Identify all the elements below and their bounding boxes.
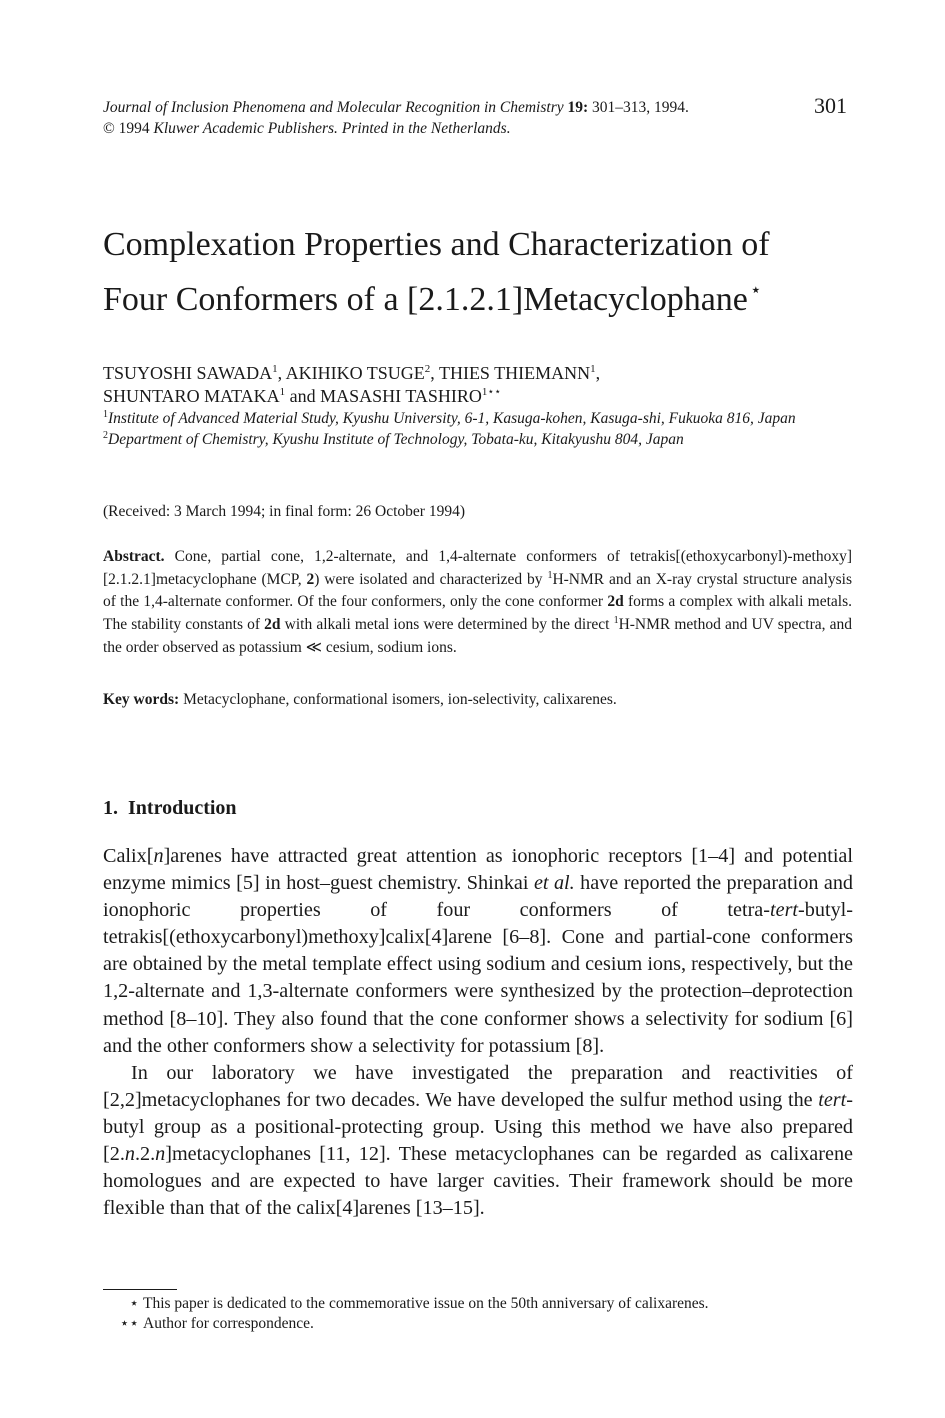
abstract — [103, 546, 852, 660]
italic-text: tert — [818, 1088, 847, 1111]
abstract-text: H-NMR and an X-ray crystal structure analysis of the 1,4-alternate conformer. Of the four conformers, only the cone conformer — [103, 570, 852, 611]
abstract-text: forms a complex with alkali metals. The stability constants of — [103, 593, 853, 634]
affiliation-mark: 1 — [103, 409, 108, 420]
affiliations — [103, 408, 855, 450]
section-title: Introduction — [128, 797, 237, 819]
footnote-mark: ⋆ — [129, 1295, 139, 1312]
affiliation-1 — [103, 408, 855, 429]
paper-title — [103, 222, 863, 323]
text-run: In our laboratory we have investigated the preparation and reactivities of [2,2]metacyclophanes for two decades. We have developed the sulfur method using the — [103, 1061, 853, 1111]
math-variable: n — [153, 845, 164, 867]
author-conjunction: and — [289, 386, 316, 406]
affiliation-mark: 2 — [103, 430, 108, 441]
paragraph — [103, 1060, 853, 1223]
footnote-mark: ⋆⋆ — [119, 1315, 139, 1332]
footnote-text: This paper is dedicated to the commemorative issue on the 50th anniversary of calixarenes. — [143, 1295, 709, 1312]
text-run: ]arenes have attracted great attention as ionophoric receptors [1–4] and potential enzyme mimics [5] in host–guest chemistry. Shinkai — [103, 845, 853, 895]
author-affil-mark: 1 — [279, 386, 286, 398]
italic-text: tert — [770, 899, 799, 922]
isotope-superscript: 1 — [547, 569, 553, 581]
author-affil-mark: 1 — [272, 363, 278, 375]
footnote — [103, 1294, 863, 1314]
text-run: Calix[ — [103, 845, 154, 867]
author-name: MASASHI TASHIRO — [320, 386, 482, 406]
affiliation-2 — [103, 429, 855, 450]
title-line-2 — [103, 268, 863, 323]
copyright-notice — [103, 119, 511, 139]
paragraph — [103, 843, 853, 1060]
copyright-symbol: © — [103, 120, 115, 137]
page-number: 301 — [814, 93, 847, 118]
text-run: ]metacyclophanes [11, 12]. These metacyclophanes can be regarded as calixarene homologues and are expected to have larger cavities. Their framework should be more flexible than that of the calix[4]arenes [13–15]. — [103, 1143, 853, 1220]
text-run: -butyl group as a positional-protecting group. Using this method we have also prepared [2. — [103, 1088, 853, 1166]
math-variable: n — [155, 1143, 166, 1166]
footnote-text: Author for correspondence. — [143, 1315, 314, 1332]
abstract-text: ) were isolated and characterized by — [314, 570, 548, 588]
journal-citation — [103, 98, 689, 118]
author-affil-mark: 1⋆⋆ — [481, 386, 502, 398]
author-affil-mark: 2 — [424, 363, 431, 375]
publisher-name: Kluwer Academic Publishers. — [153, 120, 338, 137]
footnote — [103, 1314, 863, 1334]
compound-number: 2d — [607, 593, 624, 611]
abstract-text: Cone, partial cone, 1,2-alternate, and 1,4-alternate conformers of tetrakis[(ethoxycarbonyl)-methoxy] [2.1.2.1]metacyclophane (MCP, — [103, 548, 852, 588]
keywords-label: Key words: — [103, 691, 180, 708]
math-variable: n — [124, 1143, 135, 1166]
abstract-text: with alkali metal ions were determined by the direct — [280, 616, 614, 634]
text-run: -butyl-tetrakis[(ethoxycarbonyl)methoxy]calix[4]arene [6–8]. Cone and partial-cone conformers are obtained by the metal template effect using sodium and cesium ions, respectively, but the 1,2-alternate and 1,3-alternate conformers were synthesized by the protection–deprotection method [8–10]. They also found that the cone conformer shows a selectivity for sodium [6] and the other conformers show a selectivity for potassium [8]. — [103, 899, 853, 1057]
author-list: TSUYOSHI SAWADA$^1$, AKIHIKO TSUGE$^2$, THIES THIEMANN$^1$, SHUNTARO MATAKA$^1$ and MASASHI $TASHIRO^{1⋆⋆}$ — [103, 363, 601, 406]
text-run: have reported the preparation and ionophoric properties of four conformers of tetra- — [103, 872, 854, 922]
journal-volume: 19: — [567, 99, 589, 116]
author-name: TSUYOSHI SAWADA — [103, 363, 273, 383]
author-name: SHUNTARO MATAKA — [103, 386, 280, 406]
affiliation-text: Institute of Advanced Material Study, Kyushu University, 6-1, Kasuga-kohen, Kasuga-shi, Fukuoka 816, Japan — [108, 410, 796, 427]
title-footnote-star: ⋆ — [749, 280, 762, 301]
text-run: .2. — [134, 1143, 156, 1166]
title-line-1: Complexation Properties and Characterization of — [103, 226, 770, 263]
section-number: 1. — [103, 797, 118, 819]
abstract-text: H-NMR method and UV spectra, and the order observed as potassium ≪ cesium, sodium ions. — [103, 616, 852, 656]
copyright-year: 1994 — [118, 120, 150, 137]
section-heading — [103, 795, 237, 821]
isotope-superscript: 1 — [613, 615, 619, 627]
affiliation-text: Department of Chemistry, Kyushu Institute of Technology, Tobata-ku, Kitakyushu 804, Japan — [108, 431, 684, 448]
abstract-label: Abstract. — [103, 548, 165, 565]
footnotes — [103, 1294, 863, 1334]
compound-number: 2 — [306, 570, 315, 588]
received-dates: (Received: 3 March 1994; in final form: 26 October 1994) — [103, 503, 465, 520]
author-name: THIES THIEMANN — [438, 363, 591, 383]
author-affil-mark: 1 — [590, 363, 596, 375]
journal-pages-year: 301–313, 1994. — [592, 99, 689, 116]
keywords-text: Metacyclophane, conformational isomers, ion-selectivity, calixarenes. — [183, 691, 617, 708]
author-name: AKIHIKO TSUGE — [285, 363, 425, 383]
title-line-2-text: Four Conformers of a [2.1.2.1]Metacyclophane — [103, 281, 748, 318]
footnote-rule — [103, 1289, 177, 1290]
keywords — [103, 690, 852, 710]
compound-number: 2d — [264, 616, 281, 634]
journal-name: Journal of Inclusion Phenomena and Molecular Recognition in Chemistry — [103, 99, 564, 116]
body-text — [103, 843, 853, 1222]
italic-text: et al. — [533, 872, 575, 895]
printed-note: Printed in the Netherlands. — [341, 120, 511, 137]
